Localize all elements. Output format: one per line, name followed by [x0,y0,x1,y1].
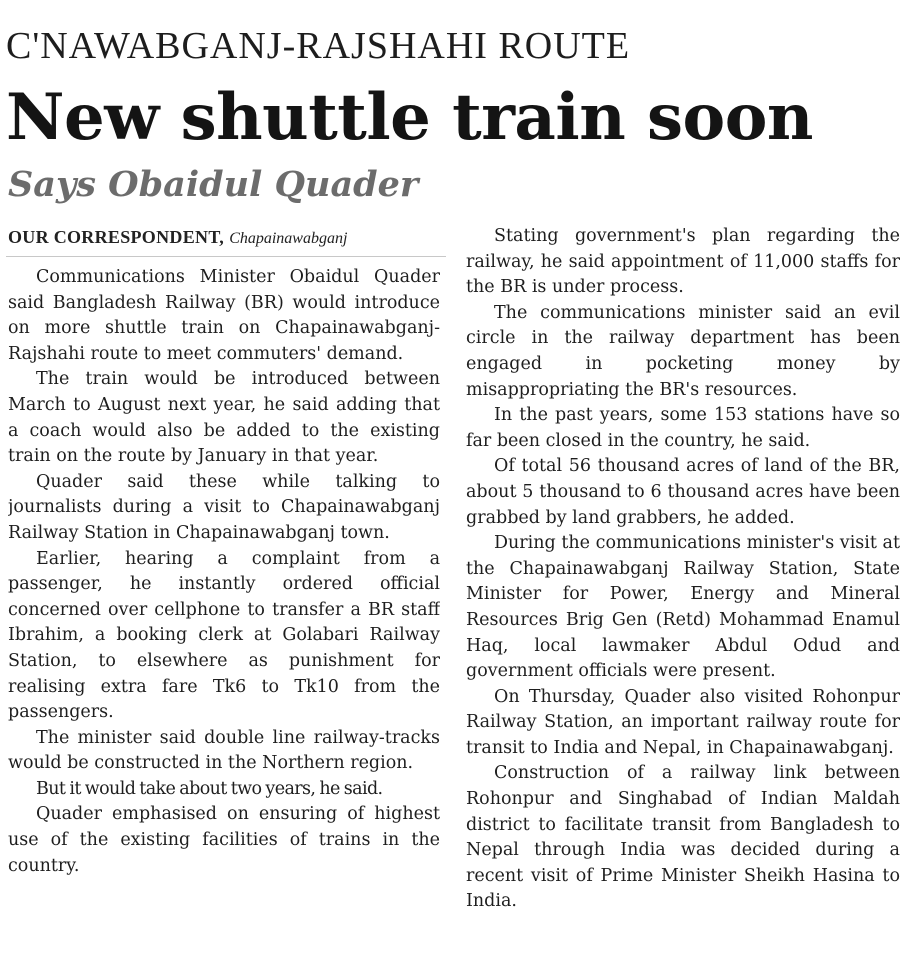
paragraph: Communications Minister Obaidul Quader said Bangladesh Railway (BR) would introduce on more shuttle train on Chapainawabganj-Rajshahi route to meet commuters' demand. [8,267,440,364]
byline [8,226,448,250]
article-column-2 [466,224,900,969]
paragraph: The train would be introduced between March to August next year, he said adding that a coach would also be added to the existing train on the route by January in that year. [8,369,440,467]
byline-place: Chapainawabganj [229,230,348,247]
paragraph: Of total 56 thousand acres of land of the BR, about 5 thousand to 6 thousand acres have been grabbed by land grabbers, he added. [466,456,900,528]
paragraph: The communications minister said an evil circle in the railway department has been engaged in pocketing money by misappropriating the BR's resources. [466,302,900,400]
byline-author: OUR CORRESPONDENT, [8,227,225,247]
paragraph: Construction of a railway link between Rohonpur and Singhabad of Indian Maldah district to facilitate transit from Bangladesh to Nepal through India was decided during a recent visit of Prime Minister Sheikh Hasina to India. [466,763,900,912]
kicker: C'NAWABGANJ-RAJSHAHI ROUTE [6,25,631,67]
paragraph: In the past years, some 153 stations have so far been closed in the country, he said. [466,405,900,451]
paragraph: Stating government's plan regarding the railway, he said appointment of 11,000 staffs for the BR is under process. [466,226,900,298]
paragraph: Earlier, hearing a complaint from a passenger, he instantly ordered official concerned over cellphone to transfer a BR staff Ibrahim, a booking clerk at Golabari Railway Station, to elsewhere as punishment for realising extra fare Tk6 to Tk10 from the passengers. [8,548,440,723]
paragraph: The minister said double line railway-tracks would be constructed in the Northern region. [8,727,440,774]
paragraph: During the communications minister's visit at the Chapainawabganj Railway Station, State Minister for Power, Energy and Mineral Resources Brig Gen (Retd) Mohammad Enamul Haq, local lawmaker Abdul Odud and government officials were present. [466,533,900,682]
byline-divider [6,256,446,257]
paragraph: On Thursday, Quader also visited Rohonpur Railway Station, an important railway route for transit to India and Nepal, in Chapainawabganj. [466,686,900,758]
article-column-1 [8,265,440,969]
headline: New shuttle train soon [6,80,813,155]
paragraph: Quader said these while talking to journalists during a visit to Chapainawabganj Railway Station in Chapainawabganj town. [8,471,440,543]
paragraph: Quader emphasised on ensuring of highest use of the existing facilities of trains in the country. [8,804,440,876]
subheadline: Says Obaidul Quader [8,164,419,205]
paragraph: But it would take about two years, he said. [36,778,383,799]
